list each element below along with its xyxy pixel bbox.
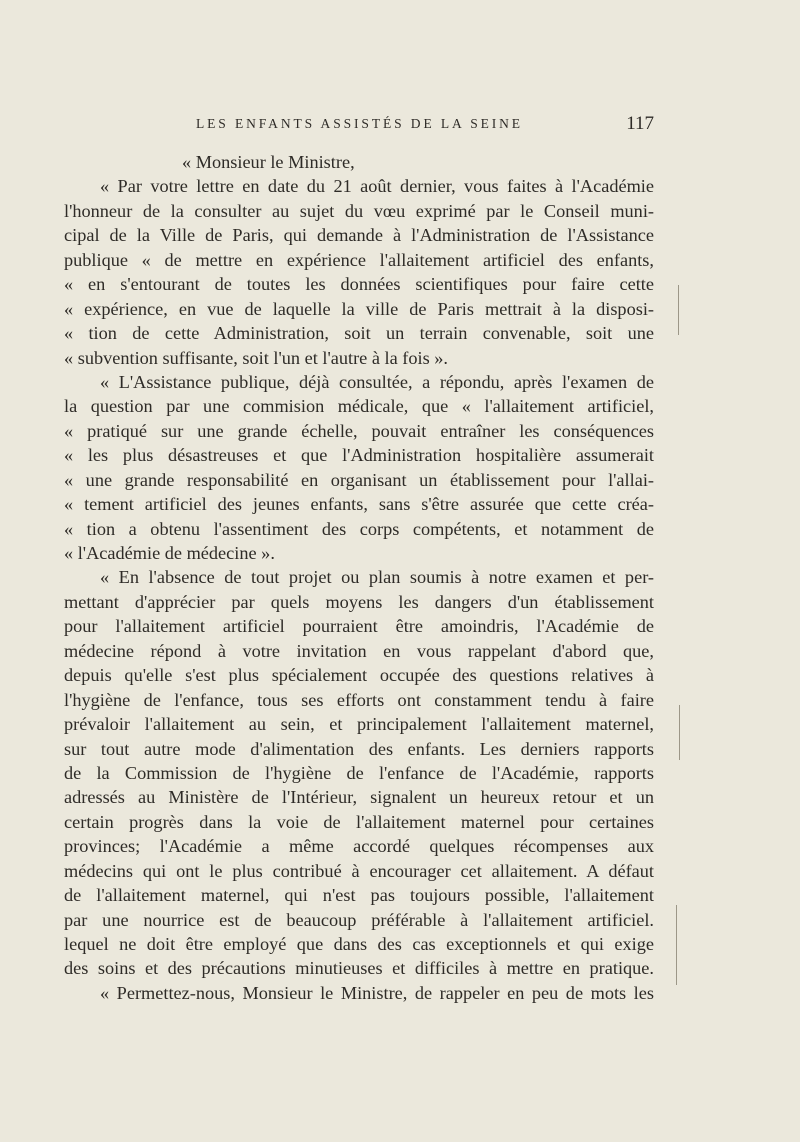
text-line: sur tout autre mode d'alimentation des enfants. Les derniers rapports (64, 738, 654, 759)
text-line: depuis qu'elle s'est plus spécialement occupée des questions relatives à (64, 665, 654, 686)
text-line: « En l'absence de tout projet ou plan soumis à notre examen et per- (100, 567, 654, 588)
margin-mark (676, 905, 677, 985)
text-line: adressés au Ministère de l'Intérieur, signalent un heureux retour et un (64, 787, 654, 808)
text-line: « tion de cette Administration, soit un terrain convenable, soit une (64, 323, 654, 344)
text-line: « expérience, en vue de laquelle la ville de Paris mettrait à la disposi- (64, 298, 654, 319)
text-line: « subvention suffisante, soit l'un et l'autre à la fois ». (64, 347, 448, 368)
text-line: « les plus désastreuses et que l'Administration hospitalière assumerait (64, 445, 654, 466)
margin-mark (678, 285, 679, 335)
running-title: LES ENFANTS ASSISTÉS DE LA SEINE (196, 116, 523, 131)
running-head (196, 113, 656, 136)
page-number: 117 (626, 113, 654, 134)
text-line: « une grande responsabilité en organisant un établissement pour l'allai- (64, 469, 654, 490)
text-line: publique « de mettre en expérience l'allaitement artificiel des enfants, (64, 249, 654, 270)
text-line: « Permettez-nous, Monsieur le Ministre, de rappeler en peu de mots les (100, 982, 654, 1003)
text-line: certain progrès dans la voie de l'allaitement maternel pour certaines (64, 811, 654, 832)
text-line: par une nourrice est de beaucoup préférable à l'allaitement artificiel. (64, 909, 654, 930)
text-line: la question par une commision médicale, que « l'allaitement artificiel, (64, 396, 654, 417)
margin-mark (679, 705, 680, 760)
text-line: « tion a obtenu l'assentiment des corps compétents, et notamment de (64, 518, 654, 539)
text-line: « l'Académie de médecine ». (64, 543, 275, 563)
text-line: de l'allaitement maternel, qui n'est pas toujours possible, l'allaitement (64, 885, 654, 906)
text-line: des soins et des précautions minutieuses et difficiles à mettre en pratique. (64, 958, 654, 979)
text-line: l'honneur de la consulter au sujet du vœu exprimé par le Conseil muni- (64, 200, 654, 221)
text-line: l'hygiène de l'enfance, tous ses efforts ont constamment tendu à faire (64, 689, 654, 710)
text-line: pour l'allaitement artificiel pourraient être amoindris, l'Académie de (64, 616, 654, 637)
text-line: « en s'entourant de toutes les données scientifiques pour faire cette (64, 274, 654, 295)
text-line: provinces; l'Académie a même accordé quelques récompenses aux (64, 836, 654, 857)
text-line: médecine répond à votre invitation en vous rappelant d'abord que, (64, 640, 654, 661)
text-line: « tement artificiel des jeunes enfants, sans s'être assurée que cette créa- (64, 494, 654, 515)
body-text (64, 150, 654, 1005)
text-line: « Monsieur le Ministre, (182, 152, 355, 172)
text-line: « Par votre lettre en date du 21 août dernier, vous faites à l'Académie (100, 176, 654, 197)
text-line: mettant d'apprécier par quels moyens les dangers d'un établissement (64, 591, 654, 612)
text-line: médecins qui ont le plus contribué à encourager cet allaitement. A défaut (64, 860, 654, 881)
text-line: cipal de la Ville de Paris, qui demande à l'Administration de l'Assistance (64, 225, 654, 246)
text-line: lequel ne doit être employé que dans des cas exceptionnels et qui exige (64, 934, 654, 954)
text-line: « pratiqué sur une grande échelle, pouvait entraîner les conséquences (64, 420, 654, 441)
text-line: de la Commission de l'hygiène de l'enfance de l'Académie, rapports (64, 762, 654, 783)
text-line: prévaloir l'allaitement au sein, et principalement l'allaitement maternel, (64, 714, 654, 735)
text-line: « L'Assistance publique, déjà consultée, a répondu, après l'examen de (100, 371, 654, 392)
